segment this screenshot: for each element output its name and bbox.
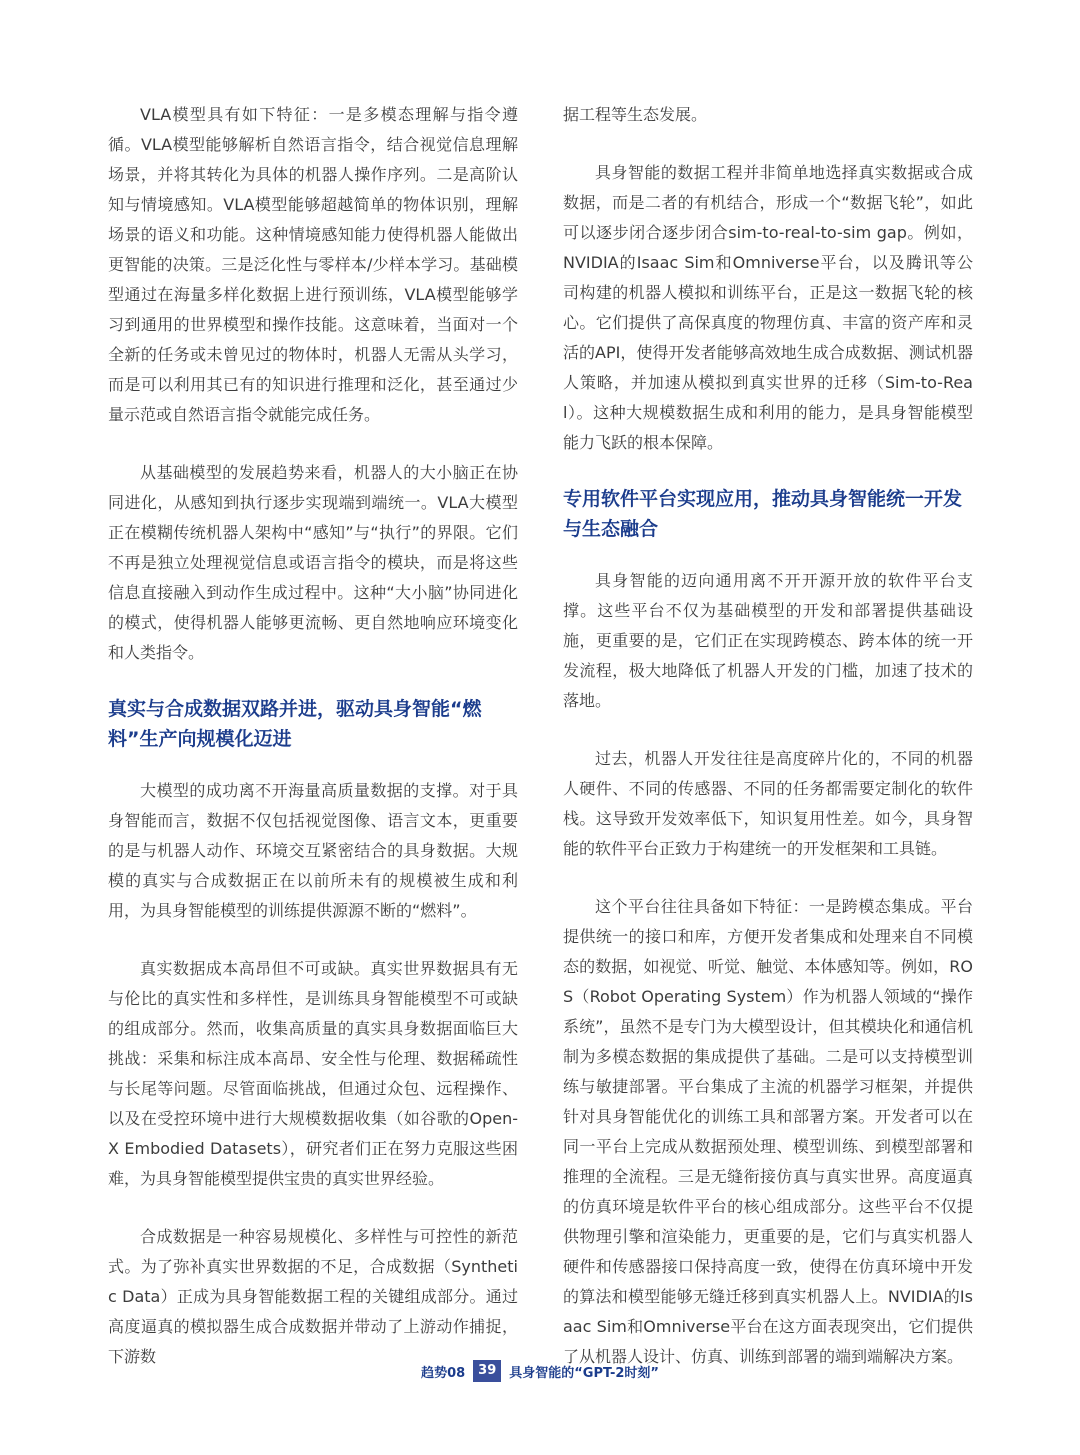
page-footer	[0, 1360, 1080, 1382]
paragraph-synthetic-data: 合成数据是一种容易规模化、多样性与可控性的新范式。为了弥补真实世界数据的不足，合成数据（Synthetic Data）正成为具身智能数据工程的关键组成部分。通过高度逼真的模拟器生成合成数据并带动了上游动作捕捉，下游数	[108, 1227, 518, 1366]
paragraph-foundation-trend: 从基础模型的发展趋势来看，机器人的大小脑正在协同进化，从感知到执行逐步实现端到端统一。VLA大模型正在模糊传统机器人架构中“感知”与“执行”的界限。它们不再是独立处理视觉信息或语言指令的模块，而是将这些信息直接融入到动作生成过程中。这种“大小脑”协同进化的模式，使得机器人能够更流畅、更自然地响应环境变化和人类指令。	[108, 463, 518, 662]
paragraph-vla-features: VLA模型具有如下特征：一是多模态理解与指令遵循。VLA模型能够解析自然语言指令，结合视觉信息理解场景，并将其转化为具体的机器人操作序列。二是高阶认知与情境感知。VLA模型能够超越简单的物体识别，理解场景的语义和功能。这种情境感知能力使得机器人能做出更智能的决策。三是泛化性与零样本/少样本学习。基础模型通过在海量多样化数据上进行预训练，VLA模型能够学习到通用的世界模型和操作技能。这意味着，当面对一个全新的任务或未曾见过的物体时，机器人无需从头学习，而是可以利用其已有的知识进行推理和泛化，甚至通过少量示范或自然语言指令就能完成任务。	[108, 105, 518, 424]
paragraph-open-platforms: 具身智能的迈向通用离不开开源开放的软件平台支撑。这些平台不仅为基础模型的开发和部署提供基础设施，更重要的是，它们正在实现跨模态、跨本体的统一开发流程，极大地降低了机器人开发的门槛，加速了技术的落地。	[563, 571, 973, 710]
paragraph-fragmentation: 过去，机器人开发往往是高度碎片化的，不同的机器人硬件、不同的传感器、不同的任务都需要定制化的软件栈。这导致开发效率低下，知识复用性差。如今，具身智能的软件平台正致力于构建统一的开发框架和工具链。	[563, 749, 973, 858]
paragraph-data-importance: 大模型的成功离不开海量高质量数据的支撑。对于具身智能而言，数据不仅包括视觉图像、语言文本，更重要的是与机器人动作、环境交互紧密结合的具身数据。大规模的真实与合成数据正在以前所未有的规模被生成和利用，为具身智能模型的训练提供源源不断的“燃料”。	[108, 781, 518, 920]
paragraph-real-data: 真实数据成本高昂但不可或缺。真实世界数据具有无与伦比的真实性和多样性，是训练具身智能模型不可或缺的组成部分。然而，收集高质量的真实具身数据面临巨大挑战：采集和标注成本高昂、安全性与伦理、数据稀疏性与长尾等问题。尽管面临挑战，但通过众包、远程操作、以及在受控环境中进行大规模数据收集（如谷歌的Open-X Embodied Datasets），研究者们正在努力克服这些困难，为具身智能模型提供宝贵的真实世界经验。	[108, 959, 518, 1188]
footer-title: 具身智能的“GPT-2时刻”	[509, 1365, 659, 1381]
page-number-badge: 39	[473, 1360, 501, 1382]
paragraph-data-flywheel: 具身智能的数据工程并非简单地选择真实数据或合成数据，而是二者的有机结合，形成一个“数据飞轮”，如此可以逐步闭合逐步闭合sim-to-real-to-sim gap。例如，NVIDIA的Isaac Sim和Omniverse平台，以及腾讯等公司构建的机器人模拟和训练平台，正是这一数据飞轮的核心。它们提供了高保真度的物理仿真、丰富的资产库和灵活的API，使得开发者能够高效地生成合成数据、测试机器人策略，并加速从模拟到真实世界的迁移（Sim-to-Real）。这种大规模数据生成和利用的能力，是具身智能模型能力飞跃的根本保障。	[563, 163, 973, 452]
section-heading-software: 专用软件平台实现应用，推动具身智能统一开发与生态融合	[563, 488, 963, 540]
footer-issue: 趋势08	[421, 1365, 466, 1381]
paragraph-platform-features: 这个平台往往具备如下特征：一是跨模态集成。平台提供统一的接口和库，方便开发者集成和处理来自不同模态的数据，如视觉、听觉、触觉、本体感知等。例如，ROS（Robot Operating System）作为机器人领域的“操作系统”，虽然不是专门为大模型设计，但其模块化和通信机制为多模态数据的集成提供了基础。二是可以支持模型训练与敏捷部署。平台集成了主流的机器学习框架，并提供针对具身智能优化的训练工具和部署方案。开发者可以在同一平台上完成从数据预处理、模型训练、到模型部署和推理的全流程。三是无缝衔接仿真与真实世界。高度逼真的仿真环境是软件平台的核心组成部分。这些平台不仅提供物理引擎和渲染能力，更重要的是，它们与真实机器人硬件和传感器接口保持高度一致，使得在仿真环境中开发的算法和模型能够无缝迁移到真实机器人上。NVIDIA的Isaac Sim和Omniverse平台在这方面表现突出，它们提供了从机器人设计、仿真、训练到部署的端到端解决方案。	[563, 897, 973, 1366]
left-column	[108, 96, 518, 1372]
section-heading-data: 真实与合成数据双路并进，驱动具身智能“燃料”生产向规模化迈进	[108, 698, 482, 750]
paragraph-continuation: 据工程等生态发展。	[563, 105, 708, 124]
right-column	[563, 96, 973, 1372]
